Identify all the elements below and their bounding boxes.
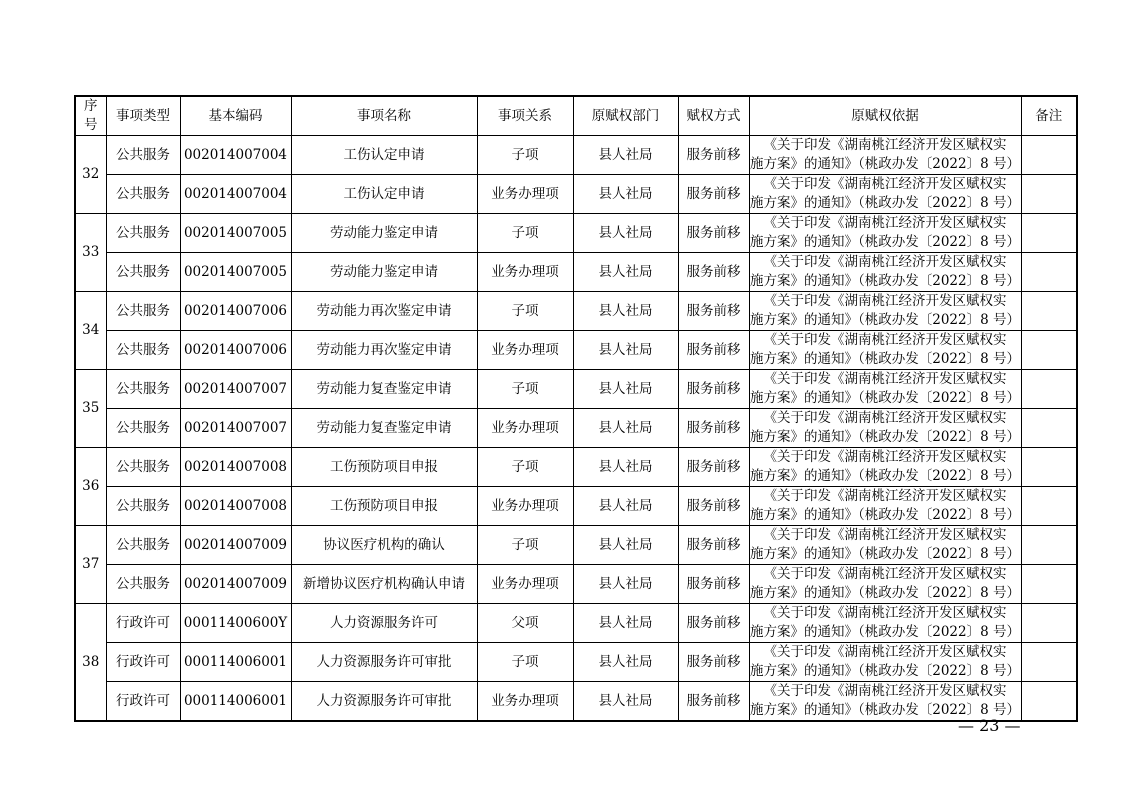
basis-line: 施方案》的通知》（桃政办发〔2022〕8 号） xyxy=(750,156,1020,172)
cell-relation: 父项 xyxy=(477,604,573,643)
basis-line: 施方案》的通知》（桃政办发〔2022〕8 号） xyxy=(750,546,1020,562)
cell-mode: 服务前移 xyxy=(678,214,749,253)
basis-line: 《关于印发《湖南桃江经济开发区赋权实 xyxy=(763,566,1007,582)
cell-code: 002014007008 xyxy=(180,487,291,526)
table-row xyxy=(75,175,1077,214)
cell-name: 人力资源服务许可审批 xyxy=(291,643,477,682)
cell-type: 公共服务 xyxy=(106,175,180,214)
header-seq-char: 号 xyxy=(84,117,98,133)
basis-line: 施方案》的通知》（桃政办发〔2022〕8 号） xyxy=(750,234,1020,250)
cell-code: 002014007007 xyxy=(180,370,291,409)
cell-relation: 业务办理项 xyxy=(477,682,573,722)
basis-line: 《关于印发《湖南桃江经济开发区赋权实 xyxy=(763,293,1007,309)
table-row xyxy=(75,487,1077,526)
cell-mode: 服务前移 xyxy=(678,409,749,448)
cell-name: 工伤认定申请 xyxy=(291,175,477,214)
header-dept: 原赋权部门 xyxy=(573,96,678,136)
cell-mode: 服务前移 xyxy=(678,682,749,722)
cell-note xyxy=(1021,409,1077,448)
cell-basis xyxy=(749,292,1021,331)
basis-line: 《关于印发《湖南桃江经济开发区赋权实 xyxy=(763,332,1007,348)
cell-type: 公共服务 xyxy=(106,448,180,487)
basis-line: 《关于印发《湖南桃江经济开发区赋权实 xyxy=(763,683,1007,699)
cell-relation: 业务办理项 xyxy=(477,487,573,526)
cell-relation: 业务办理项 xyxy=(477,253,573,292)
cell-basis xyxy=(749,565,1021,604)
cell-dept: 县人社局 xyxy=(573,487,678,526)
cell-dept: 县人社局 xyxy=(573,409,678,448)
cell-dept: 县人社局 xyxy=(573,604,678,643)
cell-basis xyxy=(749,253,1021,292)
cell-code: 002014007004 xyxy=(180,175,291,214)
basis-line: 《关于印发《湖南桃江经济开发区赋权实 xyxy=(763,449,1007,465)
basis-line: 施方案》的通知》（桃政办发〔2022〕8 号） xyxy=(750,702,1020,718)
cell-code: 00011400600Y xyxy=(180,604,291,643)
cell-note xyxy=(1021,370,1077,409)
cell-relation: 业务办理项 xyxy=(477,409,573,448)
cell-name: 人力资源服务许可 xyxy=(291,604,477,643)
cell-dept: 县人社局 xyxy=(573,331,678,370)
table-container xyxy=(74,95,1078,722)
cell-name: 劳动能力复查鉴定申请 xyxy=(291,409,477,448)
cell-name: 工伤预防项目申报 xyxy=(291,448,477,487)
cell-name: 工伤认定申请 xyxy=(291,136,477,175)
table-row xyxy=(75,526,1077,565)
cell-type: 公共服务 xyxy=(106,487,180,526)
header-name: 事项名称 xyxy=(291,96,477,136)
cell-dept: 县人社局 xyxy=(573,136,678,175)
cell-code: 000114006001 xyxy=(180,643,291,682)
page-number: — 23 — xyxy=(958,716,1021,735)
header-relation: 事项关系 xyxy=(477,96,573,136)
basis-line: 施方案》的通知》（桃政办发〔2022〕8 号） xyxy=(750,351,1020,367)
table-row xyxy=(75,370,1077,409)
cell-name: 协议医疗机构的确认 xyxy=(291,526,477,565)
header-seq-char: 序 xyxy=(84,98,98,114)
header-seq xyxy=(75,96,106,136)
cell-type: 公共服务 xyxy=(106,370,180,409)
cell-name: 劳动能力再次鉴定申请 xyxy=(291,331,477,370)
cell-dept: 县人社局 xyxy=(573,370,678,409)
cell-seq: 35 xyxy=(75,370,106,448)
cell-mode: 服务前移 xyxy=(678,136,749,175)
cell-type: 行政许可 xyxy=(106,604,180,643)
cell-basis xyxy=(749,409,1021,448)
basis-line: 施方案》的通知》（桃政办发〔2022〕8 号） xyxy=(750,390,1020,406)
cell-code: 000114006001 xyxy=(180,682,291,722)
cell-basis xyxy=(749,487,1021,526)
cell-name: 新增协议医疗机构确认申请 xyxy=(291,565,477,604)
cell-type: 行政许可 xyxy=(106,682,180,722)
cell-code: 002014007005 xyxy=(180,214,291,253)
cell-relation: 子项 xyxy=(477,214,573,253)
header-row xyxy=(75,96,1077,136)
cell-type: 公共服务 xyxy=(106,136,180,175)
cell-mode: 服务前移 xyxy=(678,448,749,487)
cell-type: 公共服务 xyxy=(106,565,180,604)
cell-note xyxy=(1021,175,1077,214)
table-row xyxy=(75,409,1077,448)
cell-dept: 县人社局 xyxy=(573,448,678,487)
header-code: 基本编码 xyxy=(180,96,291,136)
cell-note xyxy=(1021,253,1077,292)
basis-line: 施方案》的通知》（桃政办发〔2022〕8 号） xyxy=(750,195,1020,211)
cell-dept: 县人社局 xyxy=(573,214,678,253)
cell-mode: 服务前移 xyxy=(678,331,749,370)
basis-line: 《关于印发《湖南桃江经济开发区赋权实 xyxy=(763,605,1007,621)
basis-line: 《关于印发《湖南桃江经济开发区赋权实 xyxy=(763,371,1007,387)
cell-seq: 37 xyxy=(75,526,106,604)
basis-line: 施方案》的通知》（桃政办发〔2022〕8 号） xyxy=(750,585,1020,601)
header-mode: 赋权方式 xyxy=(678,96,749,136)
table-body xyxy=(75,136,1077,722)
table-row xyxy=(75,682,1077,722)
cell-mode: 服务前移 xyxy=(678,643,749,682)
cell-note xyxy=(1021,448,1077,487)
cell-seq: 32 xyxy=(75,136,106,214)
cell-dept: 县人社局 xyxy=(573,526,678,565)
cell-name: 人力资源服务许可审批 xyxy=(291,682,477,722)
cell-note xyxy=(1021,604,1077,643)
cell-note xyxy=(1021,292,1077,331)
cell-relation: 子项 xyxy=(477,292,573,331)
basis-line: 《关于印发《湖南桃江经济开发区赋权实 xyxy=(763,215,1007,231)
cell-basis xyxy=(749,136,1021,175)
cell-type: 公共服务 xyxy=(106,253,180,292)
cell-relation: 子项 xyxy=(477,448,573,487)
cell-mode: 服务前移 xyxy=(678,292,749,331)
delegation-table xyxy=(74,95,1078,722)
cell-mode: 服务前移 xyxy=(678,604,749,643)
cell-note xyxy=(1021,331,1077,370)
cell-name: 工伤预防项目申报 xyxy=(291,487,477,526)
header-type: 事项类型 xyxy=(106,96,180,136)
table-row xyxy=(75,604,1077,643)
basis-line: 《关于印发《湖南桃江经济开发区赋权实 xyxy=(763,410,1007,426)
cell-type: 公共服务 xyxy=(106,526,180,565)
basis-line: 《关于印发《湖南桃江经济开发区赋权实 xyxy=(763,488,1007,504)
cell-seq: 36 xyxy=(75,448,106,526)
cell-type: 公共服务 xyxy=(106,331,180,370)
cell-basis xyxy=(749,214,1021,253)
cell-basis xyxy=(749,175,1021,214)
basis-line: 《关于印发《湖南桃江经济开发区赋权实 xyxy=(763,527,1007,543)
cell-dept: 县人社局 xyxy=(573,565,678,604)
basis-line: 施方案》的通知》（桃政办发〔2022〕8 号） xyxy=(750,273,1020,289)
header-basis: 原赋权依据 xyxy=(749,96,1021,136)
cell-basis xyxy=(749,370,1021,409)
table-row xyxy=(75,136,1077,175)
cell-basis xyxy=(749,331,1021,370)
cell-type: 公共服务 xyxy=(106,409,180,448)
cell-mode: 服务前移 xyxy=(678,253,749,292)
table-row xyxy=(75,253,1077,292)
cell-mode: 服务前移 xyxy=(678,565,749,604)
table-row xyxy=(75,331,1077,370)
cell-mode: 服务前移 xyxy=(678,175,749,214)
cell-basis xyxy=(749,448,1021,487)
basis-line: 《关于印发《湖南桃江经济开发区赋权实 xyxy=(763,176,1007,192)
cell-mode: 服务前移 xyxy=(678,370,749,409)
table-row xyxy=(75,214,1077,253)
cell-name: 劳动能力鉴定申请 xyxy=(291,214,477,253)
cell-type: 公共服务 xyxy=(106,214,180,253)
basis-line: 施方案》的通知》（桃政办发〔2022〕8 号） xyxy=(750,624,1020,640)
cell-dept: 县人社局 xyxy=(573,175,678,214)
cell-note xyxy=(1021,526,1077,565)
basis-line: 《关于印发《湖南桃江经济开发区赋权实 xyxy=(763,254,1007,270)
cell-note xyxy=(1021,487,1077,526)
cell-relation: 业务办理项 xyxy=(477,175,573,214)
cell-type: 公共服务 xyxy=(106,292,180,331)
cell-relation: 子项 xyxy=(477,643,573,682)
cell-note xyxy=(1021,682,1077,722)
cell-code: 002014007009 xyxy=(180,526,291,565)
basis-line: 施方案》的通知》（桃政办发〔2022〕8 号） xyxy=(750,312,1020,328)
cell-note xyxy=(1021,214,1077,253)
cell-mode: 服务前移 xyxy=(678,526,749,565)
cell-code: 002014007006 xyxy=(180,331,291,370)
cell-note xyxy=(1021,565,1077,604)
cell-dept: 县人社局 xyxy=(573,253,678,292)
cell-relation: 子项 xyxy=(477,526,573,565)
basis-line: 施方案》的通知》（桃政办发〔2022〕8 号） xyxy=(750,468,1020,484)
cell-dept: 县人社局 xyxy=(573,292,678,331)
cell-relation: 子项 xyxy=(477,136,573,175)
cell-type: 行政许可 xyxy=(106,643,180,682)
cell-code: 002014007009 xyxy=(180,565,291,604)
table-row xyxy=(75,643,1077,682)
cell-note xyxy=(1021,136,1077,175)
cell-name: 劳动能力鉴定申请 xyxy=(291,253,477,292)
cell-basis xyxy=(749,643,1021,682)
cell-relation: 业务办理项 xyxy=(477,331,573,370)
cell-relation: 业务办理项 xyxy=(477,565,573,604)
cell-seq: 33 xyxy=(75,214,106,292)
basis-line: 《关于印发《湖南桃江经济开发区赋权实 xyxy=(763,137,1007,153)
basis-line: 施方案》的通知》（桃政办发〔2022〕8 号） xyxy=(750,429,1020,445)
cell-dept: 县人社局 xyxy=(573,682,678,722)
basis-line: 施方案》的通知》（桃政办发〔2022〕8 号） xyxy=(750,507,1020,523)
cell-code: 002014007008 xyxy=(180,448,291,487)
cell-name: 劳动能力再次鉴定申请 xyxy=(291,292,477,331)
table-row xyxy=(75,448,1077,487)
cell-seq: 38 xyxy=(75,604,106,722)
cell-code: 002014007007 xyxy=(180,409,291,448)
cell-seq: 34 xyxy=(75,292,106,370)
cell-basis xyxy=(749,526,1021,565)
cell-code: 002014007005 xyxy=(180,253,291,292)
basis-line: 施方案》的通知》（桃政办发〔2022〕8 号） xyxy=(750,663,1020,679)
cell-dept: 县人社局 xyxy=(573,643,678,682)
cell-note xyxy=(1021,643,1077,682)
header-note: 备注 xyxy=(1021,96,1077,136)
cell-mode: 服务前移 xyxy=(678,487,749,526)
cell-relation: 子项 xyxy=(477,370,573,409)
table-row xyxy=(75,292,1077,331)
table-row xyxy=(75,565,1077,604)
cell-code: 002014007006 xyxy=(180,292,291,331)
cell-code: 002014007004 xyxy=(180,136,291,175)
cell-name: 劳动能力复查鉴定申请 xyxy=(291,370,477,409)
cell-basis xyxy=(749,604,1021,643)
basis-line: 《关于印发《湖南桃江经济开发区赋权实 xyxy=(763,644,1007,660)
